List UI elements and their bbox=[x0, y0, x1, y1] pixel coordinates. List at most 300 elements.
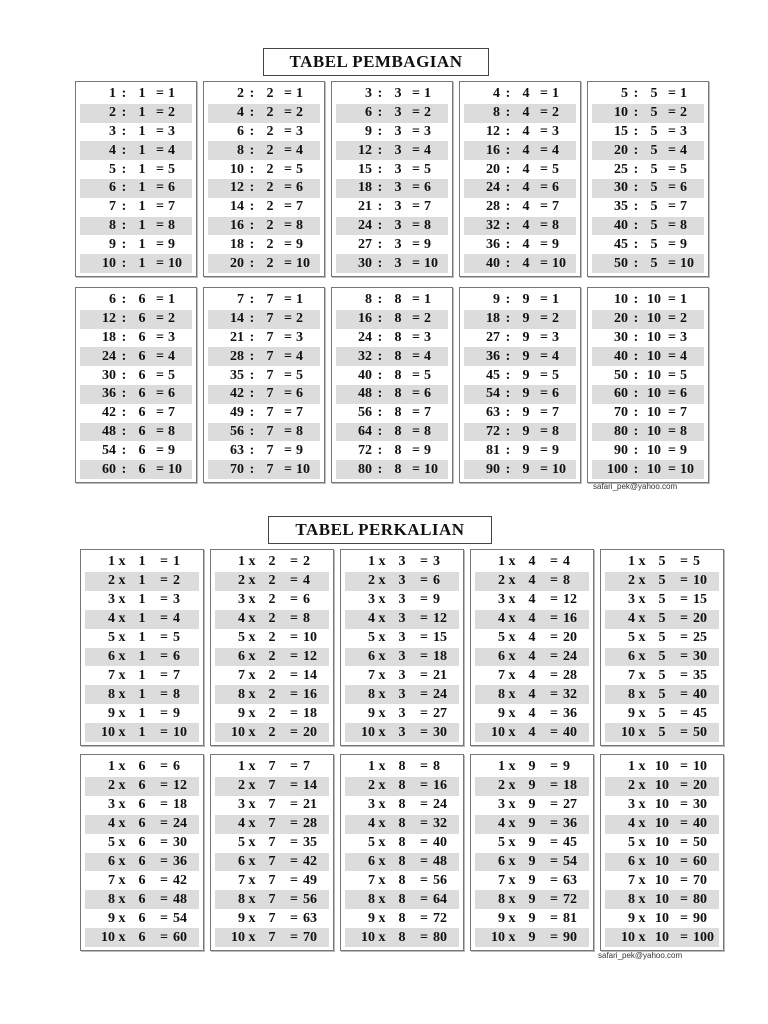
result: 70 bbox=[693, 872, 707, 888]
operator: x bbox=[378, 648, 386, 664]
operand-b: 4 bbox=[522, 180, 530, 196]
table-row bbox=[85, 758, 199, 777]
multiplication-table-3 bbox=[340, 549, 464, 746]
table-row bbox=[345, 909, 459, 928]
operand-a: 30 bbox=[102, 367, 116, 383]
table-row bbox=[475, 834, 589, 853]
operand-b: 6 bbox=[138, 329, 146, 345]
table-row bbox=[80, 291, 192, 310]
result: 81 bbox=[563, 910, 577, 926]
table-row bbox=[592, 441, 704, 460]
equals-sign: = bbox=[420, 686, 428, 702]
operand-a: 63 bbox=[486, 405, 500, 421]
operator: : bbox=[505, 217, 511, 233]
operator: : bbox=[121, 236, 127, 252]
operand-b: 4 bbox=[522, 86, 530, 102]
multiplication-table-4 bbox=[470, 549, 594, 746]
operand-a: 12 bbox=[102, 311, 116, 327]
operand-a: 2 bbox=[368, 573, 375, 589]
table-row bbox=[592, 254, 704, 273]
equals-sign: = bbox=[680, 554, 688, 570]
operator: : bbox=[505, 86, 511, 102]
equals-sign: = bbox=[160, 686, 168, 702]
operator: x bbox=[508, 797, 516, 813]
result: 80 bbox=[433, 929, 447, 945]
table-row bbox=[85, 815, 199, 834]
operand-a: 1 bbox=[109, 86, 116, 102]
operand-a: 7 bbox=[498, 872, 505, 888]
operand-a: 8 bbox=[368, 891, 375, 907]
operand-a: 8 bbox=[498, 686, 505, 702]
operator: : bbox=[505, 142, 511, 158]
result: 8 bbox=[296, 423, 303, 439]
operator: x bbox=[378, 797, 386, 813]
result: 4 bbox=[680, 348, 687, 364]
equals-sign: = bbox=[550, 705, 558, 721]
equals-sign: = bbox=[156, 236, 164, 252]
table-row bbox=[464, 198, 576, 217]
table-row bbox=[215, 553, 329, 572]
operand-a: 16 bbox=[230, 217, 244, 233]
equals-sign: = bbox=[156, 405, 164, 421]
multiplication-table-5 bbox=[600, 549, 724, 746]
table-row bbox=[85, 704, 199, 723]
result: 20 bbox=[303, 724, 317, 740]
operator: : bbox=[121, 86, 127, 102]
multiplication-table-title: TABEL PERKALIAN bbox=[268, 516, 492, 544]
operand-a: 60 bbox=[102, 461, 116, 477]
equals-sign: = bbox=[412, 461, 420, 477]
result: 60 bbox=[173, 929, 187, 945]
operand-a: 24 bbox=[358, 329, 372, 345]
table-row bbox=[345, 610, 459, 629]
equals-sign: = bbox=[156, 255, 164, 271]
equals-sign: = bbox=[284, 105, 292, 121]
operator: : bbox=[633, 405, 639, 421]
operator: x bbox=[638, 759, 646, 775]
table-row bbox=[345, 648, 459, 667]
operand-b: 10 bbox=[655, 853, 669, 869]
operand-a: 2 bbox=[108, 573, 115, 589]
table-row bbox=[605, 796, 719, 815]
operand-b: 1 bbox=[138, 592, 146, 608]
result: 4 bbox=[303, 573, 310, 589]
operand-a: 4 bbox=[237, 105, 244, 121]
operator: : bbox=[505, 442, 511, 458]
table-row bbox=[345, 890, 459, 909]
result: 1 bbox=[552, 292, 559, 308]
operand-b: 1 bbox=[138, 554, 146, 570]
operand-a: 5 bbox=[108, 835, 115, 851]
operand-a: 8 bbox=[365, 292, 372, 308]
operand-a: 3 bbox=[498, 592, 505, 608]
table-row bbox=[475, 610, 589, 629]
table-row bbox=[592, 329, 704, 348]
table-row bbox=[336, 404, 448, 423]
equals-sign: = bbox=[412, 199, 420, 215]
equals-sign: = bbox=[550, 797, 558, 813]
result: 1 bbox=[168, 86, 175, 102]
operator: x bbox=[508, 724, 516, 740]
equals-sign: = bbox=[420, 554, 428, 570]
equals-sign: = bbox=[412, 442, 420, 458]
operand-b: 5 bbox=[650, 86, 658, 102]
operand-a: 54 bbox=[102, 442, 116, 458]
operand-a: 6 bbox=[498, 648, 505, 664]
equals-sign: = bbox=[412, 255, 420, 271]
operand-a: 10 bbox=[361, 929, 375, 945]
operand-a: 15 bbox=[358, 161, 372, 177]
operand-a: 5 bbox=[368, 835, 375, 851]
operator: : bbox=[121, 311, 127, 327]
equals-sign: = bbox=[550, 891, 558, 907]
operand-a: 3 bbox=[108, 592, 115, 608]
result: 7 bbox=[552, 405, 559, 421]
operand-a: 3 bbox=[238, 592, 245, 608]
operator: x bbox=[248, 611, 256, 627]
operator: x bbox=[118, 853, 126, 869]
operand-b: 6 bbox=[138, 929, 146, 945]
operand-b: 1 bbox=[138, 724, 146, 740]
operand-b: 5 bbox=[658, 705, 666, 721]
result: 12 bbox=[433, 611, 447, 627]
operand-a: 4 bbox=[108, 611, 115, 627]
operand-b: 5 bbox=[658, 667, 666, 683]
equals-sign: = bbox=[540, 292, 548, 308]
operand-b: 10 bbox=[647, 367, 661, 383]
table-row bbox=[345, 796, 459, 815]
result: 3 bbox=[552, 329, 559, 345]
result: 6 bbox=[173, 648, 180, 664]
table-row bbox=[215, 834, 329, 853]
operator: : bbox=[377, 161, 383, 177]
equals-sign: = bbox=[680, 611, 688, 627]
equals-sign: = bbox=[290, 611, 298, 627]
result: 7 bbox=[168, 405, 175, 421]
equals-sign: = bbox=[160, 929, 168, 945]
table-row bbox=[345, 704, 459, 723]
operand-b: 8 bbox=[398, 778, 406, 794]
operand-b: 3 bbox=[394, 236, 402, 252]
result: 4 bbox=[552, 142, 559, 158]
operand-b: 5 bbox=[650, 105, 658, 121]
operand-a: 8 bbox=[237, 142, 244, 158]
operator: x bbox=[248, 705, 256, 721]
operator: x bbox=[638, 778, 646, 794]
division-table-1 bbox=[75, 81, 197, 277]
multiplication-table-6 bbox=[80, 754, 204, 951]
operator: x bbox=[638, 724, 646, 740]
result: 3 bbox=[680, 329, 687, 345]
operator: x bbox=[638, 573, 646, 589]
operand-b: 8 bbox=[398, 759, 406, 775]
operand-b: 3 bbox=[394, 255, 402, 271]
operator: x bbox=[248, 648, 256, 664]
operand-a: 30 bbox=[614, 180, 628, 196]
operand-b: 10 bbox=[647, 423, 661, 439]
equals-sign: = bbox=[420, 797, 428, 813]
operand-b: 6 bbox=[138, 872, 146, 888]
operand-b: 3 bbox=[398, 648, 406, 664]
multiplication-tables-grid bbox=[80, 549, 714, 951]
operand-a: 2 bbox=[628, 778, 635, 794]
operand-a: 8 bbox=[109, 217, 116, 233]
operand-b: 7 bbox=[268, 835, 276, 851]
result: 21 bbox=[303, 797, 317, 813]
operand-b: 3 bbox=[394, 199, 402, 215]
table-row bbox=[336, 179, 448, 198]
operand-b: 5 bbox=[650, 255, 658, 271]
operand-a: 9 bbox=[628, 910, 635, 926]
result: 2 bbox=[173, 573, 180, 589]
result: 1 bbox=[424, 86, 431, 102]
operand-b: 6 bbox=[138, 386, 146, 402]
operand-a: 35 bbox=[614, 199, 628, 215]
operator: : bbox=[377, 255, 383, 271]
operator: : bbox=[249, 255, 255, 271]
operand-b: 8 bbox=[398, 891, 406, 907]
table-row bbox=[215, 648, 329, 667]
operator: x bbox=[118, 554, 126, 570]
operand-a: 1 bbox=[368, 759, 375, 775]
operator: x bbox=[508, 592, 516, 608]
operand-a: 100 bbox=[607, 461, 628, 477]
table-row bbox=[80, 141, 192, 160]
result: 1 bbox=[552, 86, 559, 102]
equals-sign: = bbox=[540, 142, 548, 158]
table-row bbox=[605, 723, 719, 742]
operand-a: 14 bbox=[230, 311, 244, 327]
result: 1 bbox=[168, 292, 175, 308]
operand-b: 8 bbox=[394, 461, 402, 477]
result: 15 bbox=[433, 630, 447, 646]
operand-a: 6 bbox=[109, 180, 116, 196]
table-row bbox=[464, 310, 576, 329]
table-row bbox=[605, 685, 719, 704]
operator: x bbox=[378, 705, 386, 721]
operator: : bbox=[505, 423, 511, 439]
result: 7 bbox=[168, 199, 175, 215]
operator: x bbox=[508, 891, 516, 907]
operator: : bbox=[377, 123, 383, 139]
equals-sign: = bbox=[284, 367, 292, 383]
operator: : bbox=[249, 311, 255, 327]
operator: : bbox=[249, 123, 255, 139]
equals-sign: = bbox=[290, 573, 298, 589]
operand-b: 3 bbox=[398, 686, 406, 702]
table-row bbox=[208, 310, 320, 329]
operand-a: 16 bbox=[486, 142, 500, 158]
table-row bbox=[336, 385, 448, 404]
result: 10 bbox=[424, 255, 438, 271]
division-table-10 bbox=[587, 287, 709, 483]
result: 4 bbox=[168, 142, 175, 158]
equals-sign: = bbox=[668, 442, 676, 458]
operand-a: 8 bbox=[238, 686, 245, 702]
result: 10 bbox=[680, 255, 694, 271]
operand-a: 7 bbox=[237, 292, 244, 308]
table-row bbox=[605, 853, 719, 872]
result: 2 bbox=[168, 311, 175, 327]
operand-a: 16 bbox=[358, 311, 372, 327]
operator: x bbox=[508, 686, 516, 702]
table-row bbox=[592, 198, 704, 217]
result: 24 bbox=[433, 797, 447, 813]
operand-b: 10 bbox=[647, 311, 661, 327]
result: 2 bbox=[296, 311, 303, 327]
table-row bbox=[592, 291, 704, 310]
result: 6 bbox=[424, 180, 431, 196]
operand-a: 15 bbox=[614, 123, 628, 139]
equals-sign: = bbox=[412, 180, 420, 196]
equals-sign: = bbox=[540, 367, 548, 383]
result: 35 bbox=[303, 835, 317, 851]
table-row bbox=[80, 347, 192, 366]
operator: : bbox=[249, 405, 255, 421]
result: 7 bbox=[296, 199, 303, 215]
table-row bbox=[592, 385, 704, 404]
operand-a: 9 bbox=[238, 910, 245, 926]
result: 5 bbox=[424, 367, 431, 383]
operand-b: 4 bbox=[528, 611, 536, 627]
operator: x bbox=[248, 835, 256, 851]
table-row bbox=[605, 909, 719, 928]
result: 6 bbox=[303, 592, 310, 608]
result: 3 bbox=[296, 329, 303, 345]
result: 49 bbox=[303, 872, 317, 888]
operator: x bbox=[248, 929, 256, 945]
operand-b: 10 bbox=[647, 442, 661, 458]
table-row bbox=[336, 460, 448, 479]
equals-sign: = bbox=[540, 161, 548, 177]
operator: x bbox=[508, 853, 516, 869]
equals-sign: = bbox=[156, 142, 164, 158]
operand-a: 2 bbox=[109, 105, 116, 121]
equals-sign: = bbox=[160, 724, 168, 740]
result: 4 bbox=[424, 142, 431, 158]
operand-a: 9 bbox=[498, 910, 505, 926]
operand-b: 3 bbox=[398, 592, 406, 608]
table-row bbox=[85, 610, 199, 629]
equals-sign: = bbox=[156, 180, 164, 196]
operand-b: 10 bbox=[655, 891, 669, 907]
equals-sign: = bbox=[420, 648, 428, 664]
table-row bbox=[475, 871, 589, 890]
table-row bbox=[85, 834, 199, 853]
operand-a: 25 bbox=[614, 161, 628, 177]
operand-a: 24 bbox=[102, 348, 116, 364]
operator: : bbox=[633, 123, 639, 139]
equals-sign: = bbox=[412, 386, 420, 402]
equals-sign: = bbox=[412, 348, 420, 364]
operator: x bbox=[378, 778, 386, 794]
result: 8 bbox=[433, 759, 440, 775]
result: 10 bbox=[296, 255, 310, 271]
operand-a: 7 bbox=[109, 199, 116, 215]
equals-sign: = bbox=[156, 442, 164, 458]
equals-sign: = bbox=[290, 797, 298, 813]
operator: x bbox=[118, 611, 126, 627]
operand-b: 10 bbox=[647, 292, 661, 308]
table-row bbox=[85, 572, 199, 591]
operator: : bbox=[249, 348, 255, 364]
operand-a: 10 bbox=[230, 161, 244, 177]
table-row bbox=[80, 85, 192, 104]
operand-a: 36 bbox=[486, 348, 500, 364]
operator: x bbox=[248, 759, 256, 775]
equals-sign: = bbox=[290, 910, 298, 926]
table-row bbox=[592, 423, 704, 442]
equals-sign: = bbox=[160, 554, 168, 570]
operand-a: 27 bbox=[486, 329, 500, 345]
result: 18 bbox=[303, 705, 317, 721]
operand-b: 7 bbox=[266, 405, 274, 421]
equals-sign: = bbox=[160, 648, 168, 664]
operand-a: 9 bbox=[365, 123, 372, 139]
table-row bbox=[605, 553, 719, 572]
operand-b: 2 bbox=[266, 217, 274, 233]
operand-b: 9 bbox=[528, 759, 536, 775]
table-row bbox=[85, 685, 199, 704]
operator: x bbox=[118, 929, 126, 945]
operator: : bbox=[121, 161, 127, 177]
equals-sign: = bbox=[668, 161, 676, 177]
operand-b: 4 bbox=[528, 630, 536, 646]
operator: : bbox=[249, 386, 255, 402]
result: 8 bbox=[168, 423, 175, 439]
operand-a: 90 bbox=[614, 442, 628, 458]
table-row bbox=[215, 572, 329, 591]
equals-sign: = bbox=[420, 872, 428, 888]
result: 50 bbox=[693, 835, 707, 851]
table-row bbox=[345, 553, 459, 572]
table-row bbox=[85, 723, 199, 742]
equals-sign: = bbox=[680, 891, 688, 907]
operand-a: 1 bbox=[108, 759, 115, 775]
operator: : bbox=[633, 217, 639, 233]
equals-sign: = bbox=[290, 816, 298, 832]
operator: : bbox=[633, 86, 639, 102]
result: 8 bbox=[173, 686, 180, 702]
operator: : bbox=[377, 199, 383, 215]
result: 3 bbox=[173, 592, 180, 608]
division-table-9 bbox=[459, 287, 581, 483]
equals-sign: = bbox=[540, 442, 548, 458]
table-row bbox=[592, 160, 704, 179]
table-row bbox=[336, 141, 448, 160]
equals-sign: = bbox=[680, 797, 688, 813]
operand-a: 18 bbox=[230, 236, 244, 252]
operand-b: 9 bbox=[522, 405, 530, 421]
operator: : bbox=[249, 142, 255, 158]
equals-sign: = bbox=[412, 217, 420, 233]
operator: : bbox=[505, 105, 511, 121]
operand-b: 7 bbox=[268, 910, 276, 926]
operator: x bbox=[118, 778, 126, 794]
equals-sign: = bbox=[550, 724, 558, 740]
operator: x bbox=[378, 759, 386, 775]
operand-b: 2 bbox=[266, 199, 274, 215]
table-row bbox=[85, 890, 199, 909]
table-row bbox=[605, 758, 719, 777]
table-row bbox=[605, 704, 719, 723]
result: 15 bbox=[693, 592, 707, 608]
result: 4 bbox=[296, 348, 303, 364]
operand-b: 2 bbox=[268, 592, 276, 608]
operand-a: 35 bbox=[230, 367, 244, 383]
table-row bbox=[605, 815, 719, 834]
operator: x bbox=[118, 910, 126, 926]
